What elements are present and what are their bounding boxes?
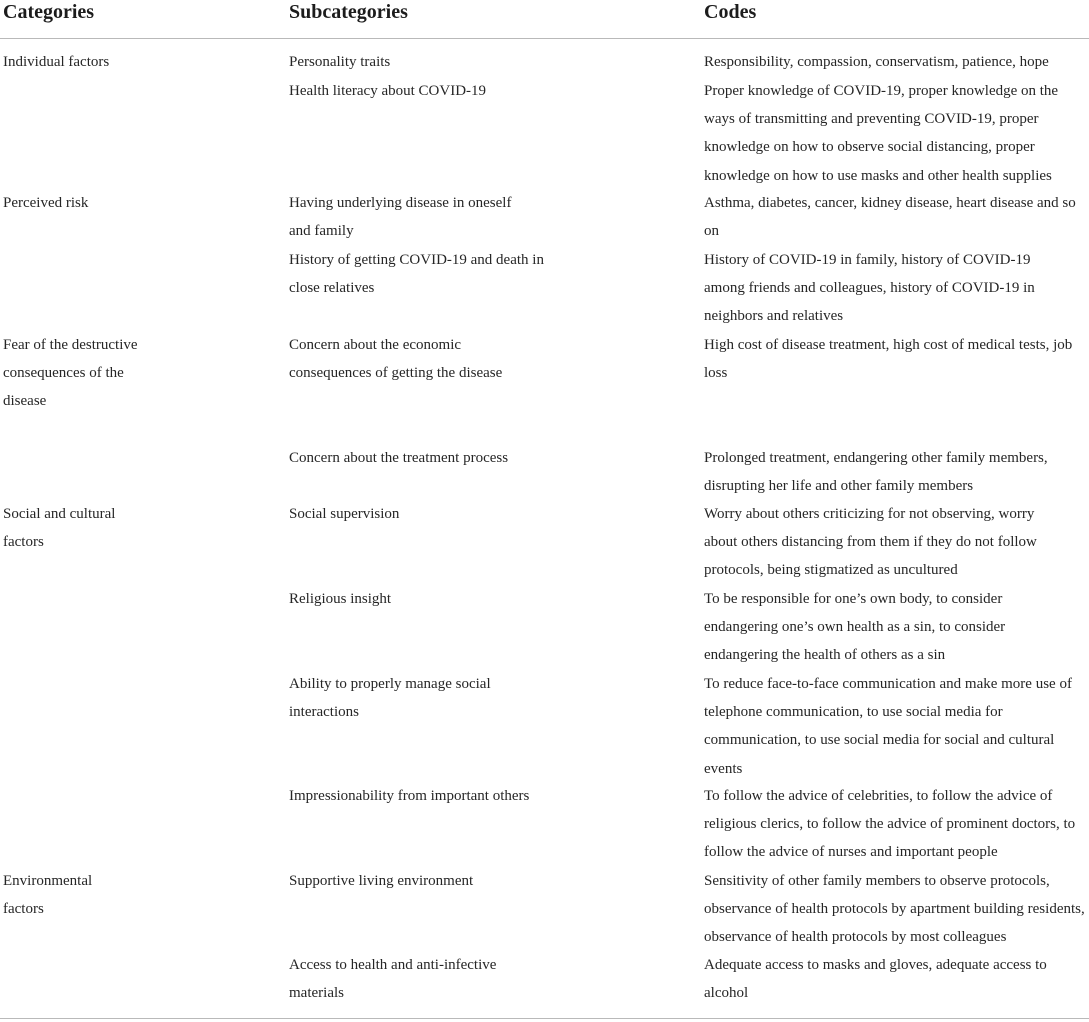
- subcategory-social-interactions: Ability to properly manage social interactions: [289, 676, 491, 721]
- subcategory-impressionability: Impressionability from important others: [289, 788, 530, 804]
- code-social-supervision: Worry about others criticizing for not observing, worry about others distancing from them if they do not follow protocols, being stigmatized as uncultured: [704, 506, 1037, 579]
- code-religious-insight: To be responsible for one’s own body, to consider endangering one’s own health as a sin, to consider endangering the health of others as a sin: [704, 591, 1006, 664]
- subcategory-access-materials: Access to health and anti-infective materials: [289, 957, 497, 1002]
- header-subcategories: Subcategories: [289, 1, 408, 23]
- category-perceived-risk: Perceived risk: [3, 195, 89, 211]
- code-health-literacy: Proper knowledge of COVID-19, proper knowledge on the ways of transmitting and preventing COVID-19, proper knowledge on how to observe social distancing, proper knowledge on how to use masks and other health supplies: [704, 83, 1059, 184]
- code-access-materials: Adequate access to masks and gloves, adequate access to alcohol: [704, 957, 1047, 1002]
- code-underlying-disease: Asthma, diabetes, cancer, kidney disease, heart disease and so on: [704, 195, 1076, 240]
- subcategory-economic-concern: Concern about the economic consequences of getting the disease: [289, 337, 503, 382]
- code-social-interactions: To reduce face-to-face communication and make more use of telephone communication, to use social media for communication, to use social media for social and cultural events: [704, 676, 1072, 777]
- subcategory-supportive-environment: Supportive living environment: [289, 873, 474, 889]
- code-history-covid: History of COVID-19 in family, history of COVID-19 among friends and colleagues, history of COVID-19 in neighbors and relatives: [704, 252, 1035, 325]
- category-individual-factors: Individual factors: [3, 54, 110, 70]
- subcategory-health-literacy: Health literacy about COVID-19: [289, 83, 487, 99]
- code-treatment-concern: Prolonged treatment, endangering other family members, disrupting her life and other family members: [704, 450, 1048, 495]
- category-fear-of-consequences: Fear of the destructive consequences of the disease: [3, 337, 138, 410]
- header-codes: Codes: [704, 1, 757, 23]
- code-supportive-environment: Sensitivity of other family members to observe protocols, observance of health protocols by apartment building residents, observance of health protocols by most colleagues: [704, 873, 1085, 946]
- subcategory-treatment-concern: Concern about the treatment process: [289, 450, 509, 466]
- code-economic-concern: High cost of disease treatment, high cost of medical tests, job loss: [704, 337, 1073, 382]
- subcategory-history-covid: History of getting COVID-19 and death in close relatives: [289, 252, 544, 297]
- code-personality-traits: Responsibility, compassion, conservatism, patience, hope: [704, 54, 1049, 70]
- table-header: [0, 0, 1089, 39]
- subcategory-religious-insight: Religious insight: [289, 591, 392, 607]
- header-categories: Categories: [3, 1, 95, 23]
- subcategory-underlying-disease: Having underlying disease in oneself and family: [289, 195, 512, 240]
- subcategory-social-supervision: Social supervision: [289, 506, 400, 522]
- table-bottom-rule: [0, 1018, 1089, 1019]
- category-environmental: Environmental factors: [3, 873, 93, 918]
- category-social-cultural: Social and cultural factors: [3, 506, 116, 551]
- code-impressionability: To follow the advice of celebrities, to follow the advice of religious clerics, to follow the advice of prominent doctors, to follow the advice of nurses and important people: [704, 788, 1076, 861]
- subcategory-personality-traits: Personality traits: [289, 54, 391, 70]
